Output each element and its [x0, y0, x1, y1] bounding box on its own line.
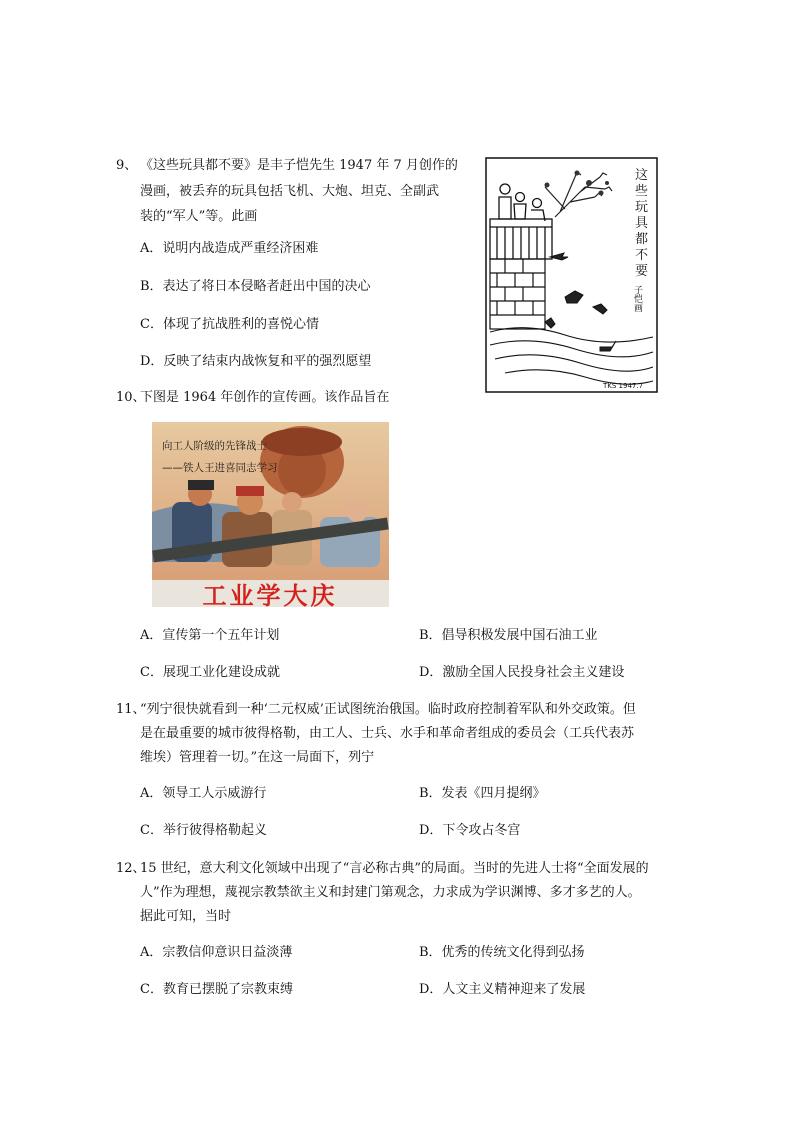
question-12-stem-line-1: 15 世纪，意大利文化领域中出现了“言必称古典”的局面。当时的先进人士将“全面发展的 — [140, 861, 649, 876]
question-11-stem-line-1: “列宁很快就看到一种‘二元权威’正试图统治俄国。临时政府控制着军队和外交政策。但 — [140, 702, 636, 717]
question-11-stem-line-2: 是在最重要的城市彼得格勒，由工人、士兵、水手和革命者组成的委员会（工兵代表苏 — [140, 726, 635, 741]
question-9-stem-line-1: 《这些玩具都不要》是丰子恺先生 1947 年 7 月创作的 — [140, 158, 458, 173]
question-10-number: 10、 — [116, 390, 146, 405]
propaganda-poster — [152, 422, 389, 607]
poster-line-1: 向工人阶级的先锋战士 — [162, 440, 267, 452]
question-9-stem-line-2: 漫画，被丢弃的玩具包括飞机、大炮、坦克、全副武 — [140, 184, 440, 199]
cartoon-figure — [485, 157, 658, 393]
question-9-stem-line-3: 装的“军人”等。此画 — [140, 209, 258, 224]
poster-line-2: ——铁人王进喜同志学习 — [162, 462, 278, 474]
question-11-option-b: B．发表《四月提纲》 — [419, 786, 546, 801]
cartoon-drawing — [485, 157, 658, 393]
question-10-option-a: A．宣传第一个五年计划 — [140, 628, 280, 643]
question-12-option-c: C．教育已摆脱了宗教束缚 — [140, 982, 293, 997]
poster-banner: 工业学大庆 — [202, 582, 338, 607]
question-9-option-d: D．反映了结束内战恢复和平的强烈愿望 — [140, 354, 372, 369]
question-9-option-c: C．体现了抗战胜利的喜悦心情 — [140, 317, 319, 332]
cartoon-signature: 子恺画 — [632, 285, 642, 312]
poster-drawing — [152, 422, 389, 607]
question-10-option-b: B．倡导积极发展中国石油工业 — [419, 628, 598, 643]
question-12-option-b: B．优秀的传统文化得到弘扬 — [419, 945, 585, 960]
question-11-option-d: D．下令攻占冬宫 — [419, 823, 521, 838]
question-12-number: 12、 — [116, 861, 146, 876]
question-11-option-a: A．领导工人示威游行 — [140, 786, 267, 801]
question-12-option-a: A．宗教信仰意识日益淡薄 — [140, 945, 293, 960]
question-10-stem: 下图是 1964 年创作的宣传画。该作品旨在 — [140, 390, 390, 405]
question-9-number: 9、 — [116, 158, 138, 173]
cartoon-caption: 这 些 玩 具 都 不 要 — [635, 168, 649, 279]
question-9-option-a: A．说明内战造成严重经济困难 — [140, 241, 319, 256]
question-11-option-c: C．举行彼得格勒起义 — [140, 823, 267, 838]
question-11-number: 11、 — [116, 702, 146, 717]
question-12-option-d: D．人文主义精神迎来了发展 — [419, 982, 586, 997]
question-10-option-c: C．展现工业化建设成就 — [140, 665, 280, 680]
question-11-stem-line-3: 维埃）管理着一切。”在这一局面下，列宁 — [140, 750, 375, 765]
question-12-stem-line-2: 人”作为理想，蔑视宗教禁欲主义和封建门第观念，力求成为学识渊博、多才多艺的人。 — [140, 885, 641, 900]
question-10-option-d: D．激励全国人民投身社会主义建设 — [419, 665, 625, 680]
cartoon-date-mark: TKS 1947.7 — [603, 382, 644, 390]
question-12-stem-line-3: 据此可知，当时 — [140, 909, 232, 924]
question-9-option-b: B．表达了将日本侵略者赶出中国的决心 — [140, 279, 371, 294]
